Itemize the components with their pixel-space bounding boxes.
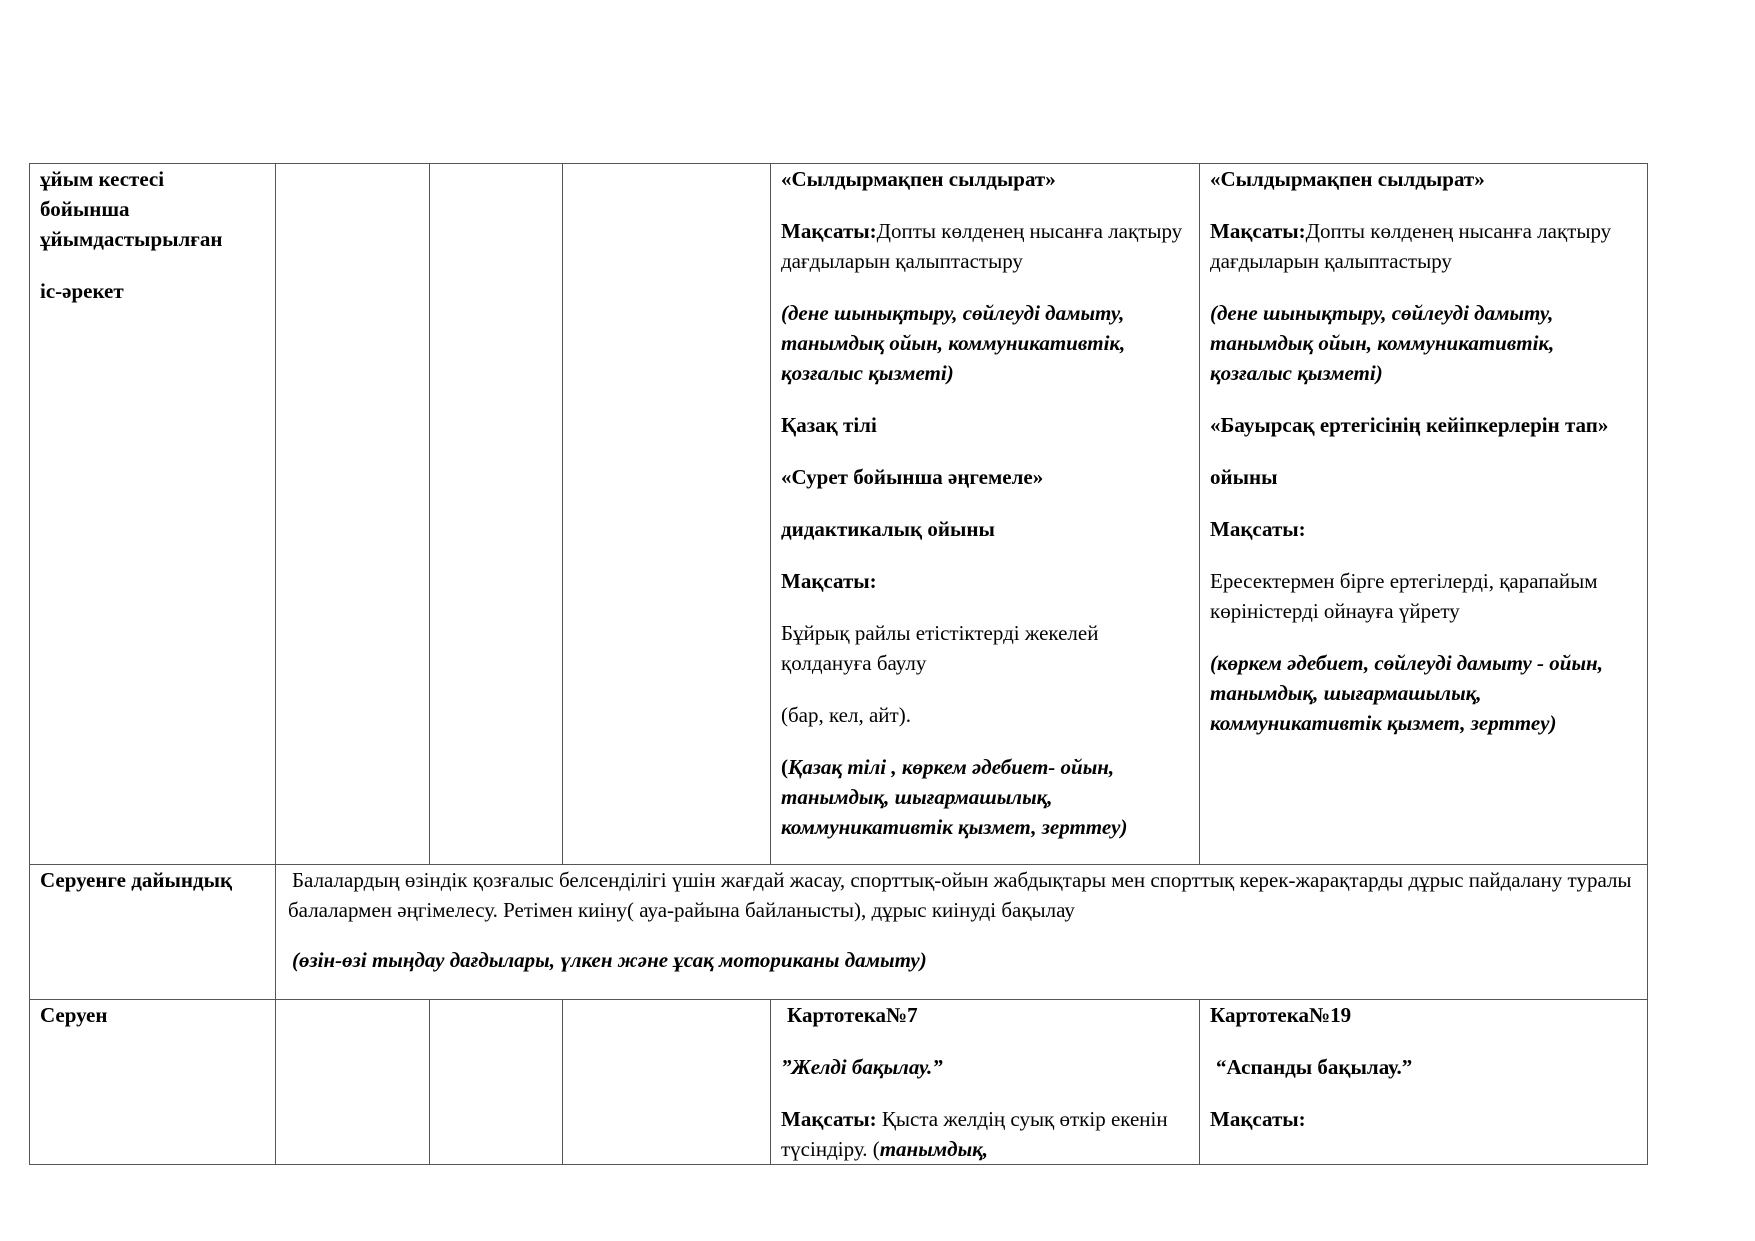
goal-text: Допты көлденең нысанға лақтыру дағдыларын қалыптастыру xyxy=(781,219,1183,273)
row-label-cell xyxy=(30,865,276,1000)
activity-areas: (көркем әдебиет, сөйлеуді дамыту - ойын, танымдық, шығармашылық, коммуникативтік қызмет, зерттеу) xyxy=(1210,651,1603,735)
walk-cell xyxy=(1200,1000,1648,1165)
goal-label: Мақсаты: xyxy=(1210,517,1306,541)
card-number: Картотека№19 xyxy=(1210,1003,1352,1027)
walk-prep-areas: (өзін-өзі тыңдау дағдылары, үлкен және ұсақ моториканы дамыту) xyxy=(292,948,927,972)
row-label-line: бойынша xyxy=(40,197,130,221)
row-label-line: ұйым кестесі xyxy=(40,167,165,191)
table-row xyxy=(30,164,1648,865)
subject-title: Қазақ тілі xyxy=(781,413,877,437)
goal-text: Ересектермен бірге ертегілерді, қарапайым көріністерді ойнауға үйрету xyxy=(1210,569,1598,623)
row-label: Серуен xyxy=(40,1003,108,1027)
empty-cell xyxy=(563,1000,771,1165)
game-title: «Сурет бойынша әңгемеле» xyxy=(781,465,1044,489)
activity-goal xyxy=(781,216,1189,276)
table-row xyxy=(30,865,1648,1000)
activity-areas: (дене шынықтыру, сөйлеуді дамыту, танымдық ойын, коммуникативтік, қозғалыс қызметі) xyxy=(781,301,1126,385)
row-label-line: ұйымдастырылған xyxy=(40,227,223,251)
walk-cell xyxy=(771,1000,1200,1165)
areas-text: Қазақ тілі , көркем әдебиет- ойын, танымдық, шығармашылық, коммуникативтік қызмет, зерттеу) xyxy=(781,755,1128,839)
activity-areas: (дене шынықтыру, сөйлеуді дамыту, танымдық ойын, коммуникативтік, қозғалыс қызметі) xyxy=(1210,301,1555,385)
activity-title: «Сылдырмақпен сылдырат» xyxy=(781,167,1056,191)
activity-cell xyxy=(1200,164,1648,865)
paren-open: ( xyxy=(781,755,788,779)
walk-goal xyxy=(781,1104,1189,1164)
goal-text: Допты көлденең нысанға лақтыру дағдыларын қалыптастыру xyxy=(1210,219,1612,273)
activity-title: «Сылдырмақпен сылдырат» xyxy=(1210,167,1485,191)
empty-cell xyxy=(276,164,430,865)
areas-text: танымдық, xyxy=(879,1137,989,1161)
table-row xyxy=(30,1000,1648,1165)
empty-cell xyxy=(430,1000,563,1165)
goal-text: Бұйрық райлы етістіктерді жекелей қолдануға баулу xyxy=(781,621,1099,675)
walk-title: ”Желді бақылау.” xyxy=(781,1055,943,1079)
walk-prep-cell xyxy=(276,865,1648,1000)
walk-prep-text: Балалардың өзіндік қозғалыс белсенділігі үшін жағдай жасау, спорттық-ойын жабдықтары мен спорттық керек-жарақтарды дұрыс пайдалану туралы балалармен әңгімелесу. Ретімен киіну( ауа-райына байланысты), дұрыс киінуді бақылау xyxy=(288,868,1632,922)
activity-areas xyxy=(781,752,1189,842)
goal-text: Қыста желдің суық өткір екенін түсіндіру. ( xyxy=(781,1107,1168,1161)
goal-label: Мақсаты: xyxy=(781,219,877,243)
empty-cell xyxy=(276,1000,430,1165)
goal-label: Мақсаты: xyxy=(1210,219,1306,243)
activity-cell xyxy=(771,164,1200,865)
plan-table xyxy=(29,163,1648,1165)
activity-goal xyxy=(1210,216,1637,276)
row-label: Серуенге дайындық xyxy=(40,868,233,892)
card-number: Картотека№7 xyxy=(787,1003,918,1027)
empty-cell xyxy=(563,164,771,865)
row-label-line: іс-әрекет xyxy=(40,279,124,303)
row-label-cell xyxy=(30,164,276,865)
walk-title: “Аспанды бақылау.” xyxy=(1216,1055,1413,1079)
game-type: ойыны xyxy=(1210,465,1278,489)
empty-cell xyxy=(430,164,563,865)
examples-text: (бар, кел, айт). xyxy=(781,703,911,727)
goal-label: Мақсаты: xyxy=(1210,1107,1306,1131)
row-label-cell xyxy=(30,1000,276,1165)
game-title: «Бауырсақ ертегісінің кейіпкерлерін тап» xyxy=(1210,413,1609,437)
game-type: дидактикалық ойыны xyxy=(781,517,995,541)
goal-label: Мақсаты: xyxy=(781,569,877,593)
goal-label: Мақсаты: xyxy=(781,1107,877,1131)
